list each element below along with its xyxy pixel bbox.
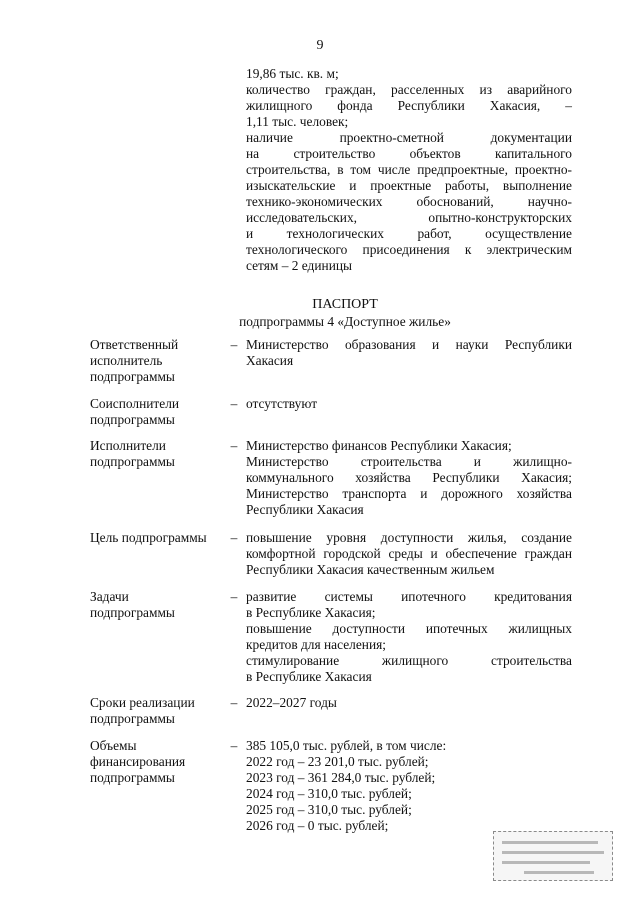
intro-line: исследовательских, опытно-конструкторских xyxy=(246,210,572,225)
row-content-line: Министерство транспорта и дорожного хозяйства xyxy=(246,486,572,501)
passport-subtitle: подпрограммы 4 «Доступное жилье» xyxy=(239,314,451,329)
row-content xyxy=(246,589,572,685)
intro-line: на строительство объектов капитального xyxy=(246,146,572,161)
row-content xyxy=(246,695,572,711)
row-label xyxy=(90,738,225,786)
row-label xyxy=(90,589,225,621)
row-content-line: повышение доступности ипотечных жилищных xyxy=(246,621,572,636)
row-label-line: исполнитель xyxy=(90,353,163,368)
intro-line: сетям – 2 единицы xyxy=(246,258,353,273)
intro-line: наличие проектно-сметной документации xyxy=(246,130,572,145)
row-label-line: Объемы xyxy=(90,738,137,753)
row-content-line: Министерство строительства и жилищно- xyxy=(246,454,572,469)
row-content-line: в Республике Хакасия; xyxy=(246,605,376,620)
intro-line: строительства, в том числе предпроектные, проектно- xyxy=(246,162,572,177)
page-number: 9 xyxy=(316,38,324,53)
row-content-line: 2022–2027 годы xyxy=(246,695,337,710)
row-label-line: Исполнители xyxy=(90,438,166,453)
passport-title: ПАСПОРТ xyxy=(312,297,378,312)
row-label xyxy=(90,695,225,727)
row-dash: – xyxy=(230,438,238,453)
row-content-line: 2026 год – 0 тыс. рублей; xyxy=(246,818,389,833)
row-content-line: 2023 год – 361 284,0 тыс. рублей; xyxy=(246,770,436,785)
intro-line: 1,11 тыс. человек; xyxy=(246,114,349,129)
row-label-line: Ответственный xyxy=(90,337,179,352)
row-label xyxy=(90,396,225,428)
row-label-line: Задачи xyxy=(90,589,129,604)
row-label-line: подпрограммы xyxy=(90,369,175,384)
row-dash: – xyxy=(230,738,238,753)
intro-line: и технологических работ, осуществление xyxy=(246,226,572,241)
row-content-line: комфортной городской среды и обеспечение граждан xyxy=(246,546,572,561)
row-label-line: финансирования xyxy=(90,754,186,769)
row-label xyxy=(90,530,225,546)
intro-line: технологического присоединения к электрическим xyxy=(246,242,572,257)
row-label-line: Сроки реализации xyxy=(90,695,195,710)
row-content-line: 2022 год – 23 201,0 тыс. рублей; xyxy=(246,754,429,769)
row-content-line: коммунального хозяйства Республики Хакасия; xyxy=(246,470,572,485)
row-content-line: повышение уровня доступности жилья, создание xyxy=(246,530,572,545)
row-content xyxy=(246,738,572,834)
row-content-line: 2025 год – 310,0 тыс. рублей; xyxy=(246,802,412,817)
row-label-line: Соисполнители xyxy=(90,396,180,411)
intro-line: 19,86 тыс. кв. м; xyxy=(246,66,339,81)
row-content-line: отсутствуют xyxy=(246,396,318,411)
row-dash: – xyxy=(230,530,238,545)
row-content-line: Министерство финансов Республики Хакасия; xyxy=(246,438,512,453)
row-content-line: 385 105,0 тыс. рублей, в том числе: xyxy=(246,738,447,753)
row-content-line: Министерство образования и науки Республики xyxy=(246,337,572,352)
row-dash: – xyxy=(230,337,238,352)
row-content xyxy=(246,337,572,369)
row-label-line: подпрограммы xyxy=(90,711,175,726)
intro-text-block xyxy=(246,66,572,274)
row-content xyxy=(246,530,572,578)
row-content-line: развитие системы ипотечного кредитования xyxy=(246,589,572,604)
row-content-line: в Республике Хакасия xyxy=(246,669,372,684)
row-label-line: подпрограммы xyxy=(90,605,175,620)
row-label xyxy=(90,438,225,470)
intro-line: жилищного фонда Республики Хакасия, – xyxy=(246,98,572,113)
row-content-line: Республики Хакасия качественным жильем xyxy=(246,562,495,577)
row-content xyxy=(246,438,572,518)
intro-line: технико-экономических обоснований, научно- xyxy=(246,194,572,209)
row-content-line: 2024 год – 310,0 тыс. рублей; xyxy=(246,786,412,801)
row-label-line: подпрограммы xyxy=(90,770,175,785)
row-dash: – xyxy=(230,589,238,604)
intro-line: количество граждан, расселенных из аварийного xyxy=(246,82,572,97)
row-content-line: кредитов для населения; xyxy=(246,637,386,652)
document-stamp xyxy=(493,831,613,881)
row-content xyxy=(246,396,572,412)
row-label xyxy=(90,337,225,385)
row-content-line: Хакасия xyxy=(246,353,294,368)
intro-line: изыскательские и проектные работы, выполнение xyxy=(246,178,572,193)
row-label-line: Цель подпрограммы xyxy=(90,530,207,545)
row-content-line: стимулирование жилищного строительства xyxy=(246,653,572,668)
row-dash: – xyxy=(230,396,238,411)
row-label-line: подпрограммы xyxy=(90,454,175,469)
row-content-line: Республики Хакасия xyxy=(246,502,364,517)
row-label-line: подпрограммы xyxy=(90,412,175,427)
row-dash: – xyxy=(230,695,238,710)
